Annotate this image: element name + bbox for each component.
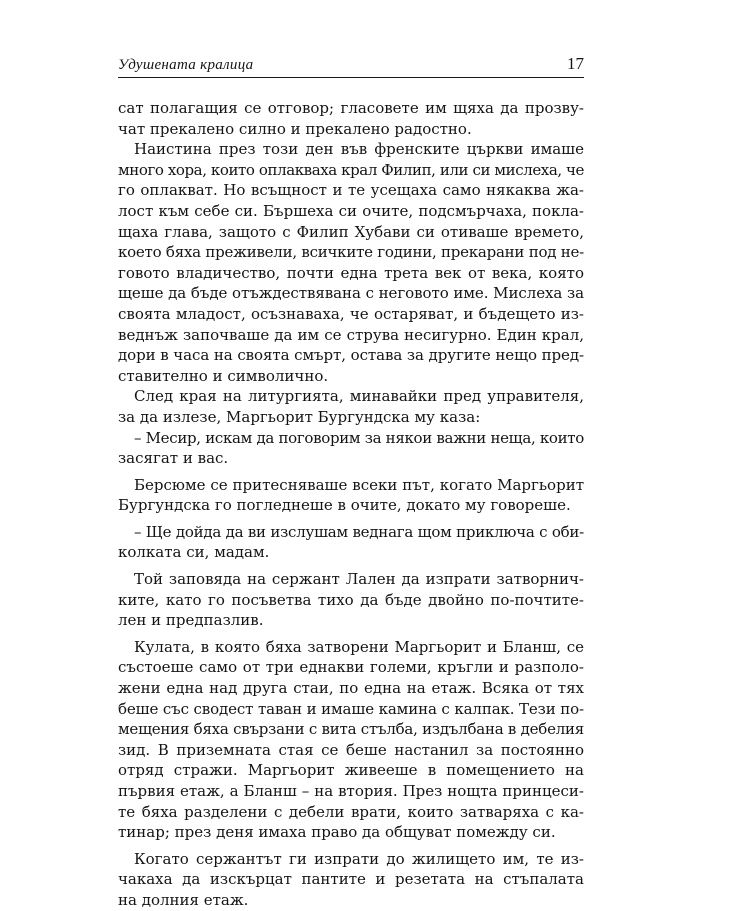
text-line: чат прекалено силно и прекалено радостно. — [118, 119, 472, 138]
text-line: своята младост, осъзнаваха, че остаряват, и бъдещето из- — [118, 304, 584, 323]
paragraph — [118, 98, 584, 139]
text-line: Той заповяда на сержант Лален да изпрати затворнич- — [134, 570, 584, 589]
body-text — [118, 98, 584, 911]
paragraph — [118, 569, 584, 631]
text-line: щеше да бъде отъждествявана с неговото име. Мислеха за — [118, 284, 584, 303]
text-line: Наистина през този ден във френските църкви имаше — [134, 140, 584, 159]
paragraph — [118, 386, 584, 427]
paragraph — [118, 475, 584, 516]
text-line: – Ще дойда да ви изслушам веднага щом приключа с оби- — [134, 522, 584, 541]
paragraph — [118, 849, 584, 911]
text-line: тинар; през деня имаха право да общуват помежду си. — [118, 823, 556, 842]
text-line: чакаха да изскърцат пантите и резетата на стъпалата — [118, 870, 584, 889]
text-line: лост към себе си. Бършеха си очите, подсмърчаха, покла- — [118, 201, 584, 220]
text-line: засягат и вас. — [118, 449, 229, 468]
text-line: отряд стражи. Маргьорит живееше в помещението на — [118, 761, 584, 780]
text-line: веднъж започваше да им се струва несигурно. Един крал, — [118, 325, 584, 344]
text-line: което бяха преживели, всичките години, прекарани под не- — [118, 243, 584, 262]
text-line: беше със сводест таван и имаше камина с калпак. Тези по- — [118, 699, 584, 718]
text-line: лен и предпазлив. — [118, 611, 264, 630]
text-line: го оплакват. Но всъщност и те усещаха само някаква жа- — [118, 181, 584, 200]
running-head — [118, 56, 584, 78]
text-line: ките, като го посъветва тихо да бъде двойно по-почтите- — [118, 590, 584, 609]
text-line: След края на литургията, минавайки пред управителя, — [134, 387, 584, 406]
text-line: на долния етаж. — [118, 890, 249, 909]
text-line: дори в часа на своята смърт, остава за другите нещо пред- — [118, 346, 584, 365]
text-line: зид. В приземната стая се беше настанил за постоянно — [118, 740, 584, 759]
text-line: за да излезе, Маргьорит Бургундска му каза: — [118, 407, 481, 426]
paragraph — [118, 139, 584, 386]
text-line: Бургундска го погледнеше в очите, докато му говореше. — [118, 496, 571, 515]
text-line: щаха глава, защото с Филип Хубави си отиваше времето, — [118, 222, 584, 241]
paragraph — [118, 428, 584, 469]
text-line: – Месир, искам да поговорим за някои важни неща, които — [134, 428, 584, 447]
text-line: първия етаж, а Бланш – на втория. През нощта принцеси- — [118, 782, 584, 800]
paragraph — [118, 637, 584, 843]
text-line: ставително и символично. — [118, 366, 329, 385]
page-number: 17 — [567, 54, 584, 73]
text-line: сат полагащия се отговор; гласовете им щяха да прозву- — [118, 99, 584, 117]
text-line: говото владичество, почти една трета век от века, която — [118, 263, 584, 282]
text-line: Кулата, в която бяха затворени Маргьорит и Бланш, се — [134, 637, 584, 656]
text-line: Когато сержантът ги изпрати до жилището им, те из- — [134, 849, 584, 868]
text-line: мещения бяха свързани с вита стълба, издълбана в дебелия — [118, 720, 584, 739]
paragraph — [118, 522, 584, 563]
text-line: Берсюме се притесняваше всеки път, когато Маргьорит — [134, 475, 584, 494]
text-line: много хора, които оплакваха крал Филип, или си мислеха, че — [118, 160, 584, 179]
text-line: жени една над друга стаи, по една на етаж. Всяка от тях — [118, 679, 584, 698]
text-line: те бяха разделени с дебели врати, които затваряха с ка- — [118, 802, 584, 821]
text-line: състоеше само от три еднакви големи, кръгли и разполо- — [118, 658, 584, 677]
text-line: колката си, мадам. — [118, 543, 270, 562]
running-title: Удушената кралица — [118, 57, 254, 73]
